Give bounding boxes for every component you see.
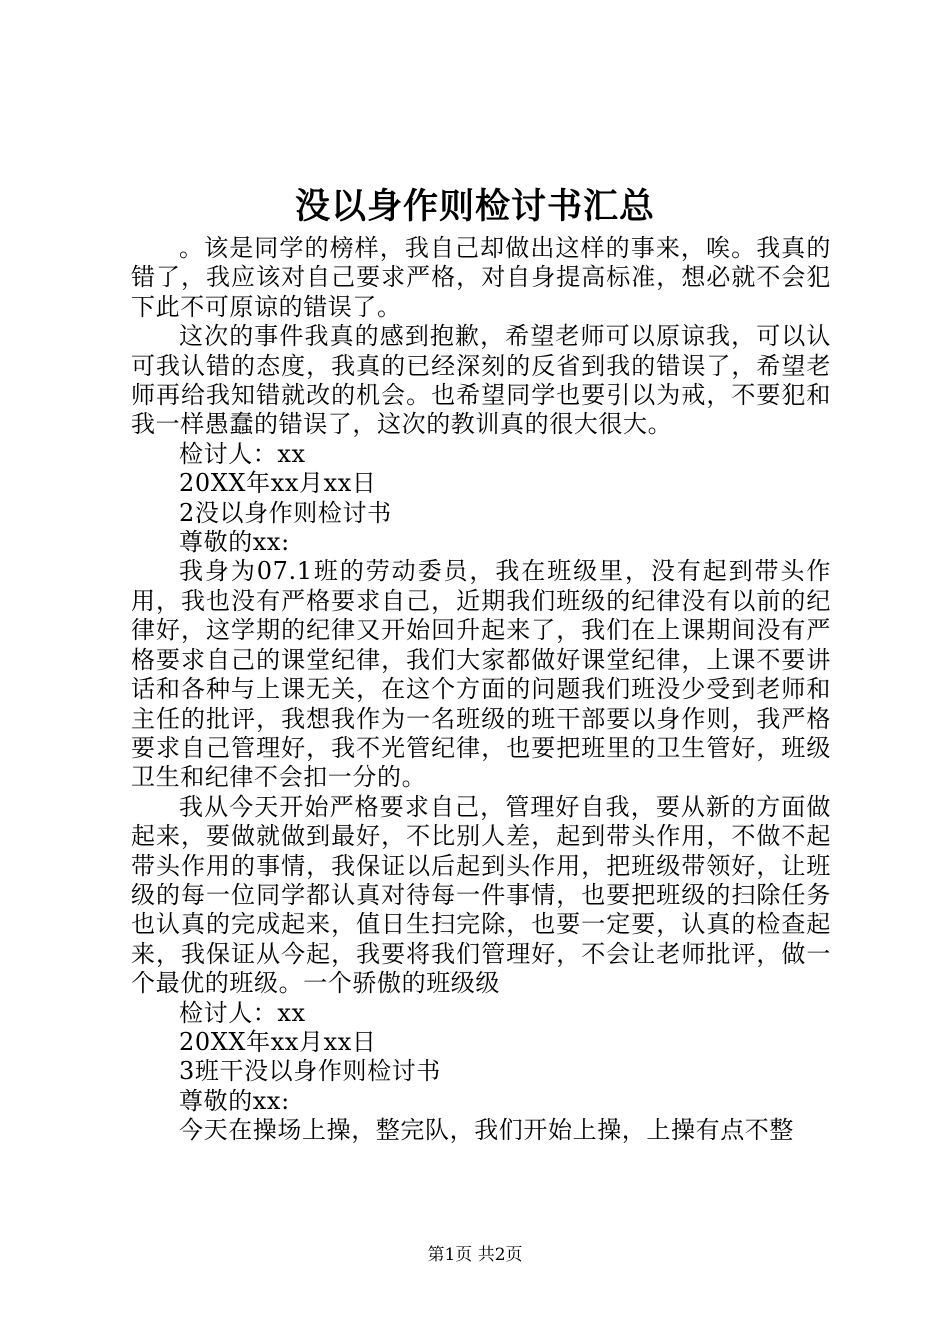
- section-heading-2: 2没以身作则检讨书: [179, 498, 392, 527]
- paragraph-commitment: 我从今天开始严格要求自己，管理好自我，要从新的方面做起来，要做就做到最好，不比别人差，起到带头作用，不做不起带头作用的事情，我保证以后起到头作用，把班级带领好，让班级的每一位同学都认真对待每一件事情，也要把班级的扫除任务也认真的完成起来，值日生扫完除，也要一定要，认真的检查起来，我保证从今起，我要将我们管理好，不会让老师批评，做一个最优的班级。一个骄傲的班级级: [131, 792, 831, 998]
- paragraph-labor-committee: 我身为07.1班的劳动委员，我在班级里，没有起到带头作用，我也没有严格要求自己，近期我们班级的纪律没有以前的纪律好，这学期的纪律又开始回升起来了，我们在上课期间没有严格要求自己的课堂纪律，我们大家都做好课堂纪律，上课不要讲话和各种与上课无关，在这个方面的问题我们班没少受到老师和主任的批评，我想我作为一名班级的班干部要以身作则，我严格要求自己管理好，我不光管纪律，也要把班里的卫生管好，班级卫生和纪律不会扣一分的。: [131, 557, 831, 792]
- page-number-footer: 第1页 共2页: [427, 1245, 523, 1265]
- signature-reviewer-1: 检讨人：xx: [179, 439, 306, 468]
- signature-date-2: 20XX年xx月xx日: [179, 1027, 377, 1056]
- signature-date-1: 20XX年xx月xx日: [179, 469, 377, 498]
- section-heading-3: 3班干没以身作则检讨书: [179, 1057, 441, 1086]
- salutation-2: 尊敬的xx:: [179, 528, 290, 557]
- paragraph-morning-exercise: 今天在操场上操，整完队，我们开始上操，上操有点不整: [179, 1116, 794, 1145]
- paragraph-opening: 。该是同学的榜样，我自己却做出这样的事来，唉。我真的错了，我应该对自己要求严格，对自身提高标准，想必就不会犯下此不可原谅的错误了。: [131, 234, 831, 321]
- document-title: 没以身作则检讨书汇总: [294, 186, 655, 227]
- salutation-3: 尊敬的xx:: [179, 1086, 290, 1115]
- paragraph-apology: 这次的事件我真的感到抱歉，希望老师可以原谅我，可以认可我认错的态度，我真的已经深刻的反省到我的错误了，希望老师再给我知错就改的机会。也希望同学也要引以为戒，不要犯和我一样愚蠢的错误了，这次的教训真的很大很大。: [131, 322, 831, 439]
- signature-reviewer-2: 检讨人：xx: [179, 998, 306, 1027]
- document-body: [131, 234, 831, 1146]
